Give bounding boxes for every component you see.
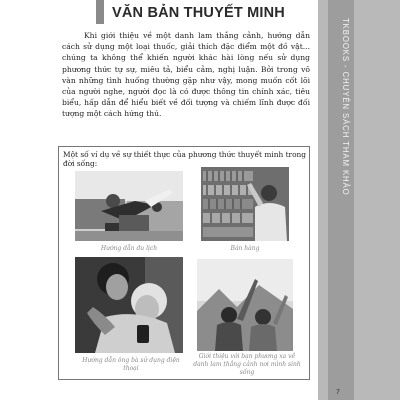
examples-box (58, 146, 310, 380)
title-accent-bar (96, 0, 104, 24)
publisher-sidebar-text: TKBOOKS - CHUYÊN SÁCH THAM KHẢO (341, 18, 350, 196)
tour-guide-image (75, 171, 183, 241)
photo-sales (201, 167, 289, 241)
photo-landscape (197, 259, 293, 351)
photo-phone-help (75, 257, 183, 353)
landscape-image (197, 259, 293, 351)
caption-phone-help: Hướng dẫn ông bà sử dụng điện thoại (82, 357, 180, 372)
caption-landscape: Giới thiệu với bạn phương xa về danh lam thắng cảnh nơi mình sinh sống (193, 353, 301, 376)
intro-paragraph: Khi giới thiệu về một danh lam thắng cảnh, hướng dẫn cách sử dụng một loại thuốc, giải thích đặc điểm một đồ vật... chúng ta không thể khiến người khác hài lòng nếu sử dụng phương thức tự sự, miêu tả, biểu cảm, nghị luận. Bởi trong vô vàn những tình huống thường gặp như vậy, mong muốn cốt lõi của người nghe, người đọc là có được thông tin chính xác, tiêu biểu, hấp dẫn để hiểu biết về đối tượng và chiếm lĩnh được đối tượng một cách hứng thú. (62, 31, 310, 119)
page-title: VĂN BẢN THUYẾT MINH (112, 5, 285, 21)
examples-caption: Một số ví dụ về sự thiết thực của phương thức thuyết minh trong đời sống: (63, 150, 307, 168)
sales-image (201, 167, 289, 241)
caption-tour-guide: Hướng dẫn du lịch (100, 245, 158, 252)
phone-help-image (75, 257, 183, 353)
page-number: 7 (336, 389, 340, 396)
caption-sales: Bán hàng (230, 245, 260, 252)
photo-tour-guide (75, 171, 183, 241)
